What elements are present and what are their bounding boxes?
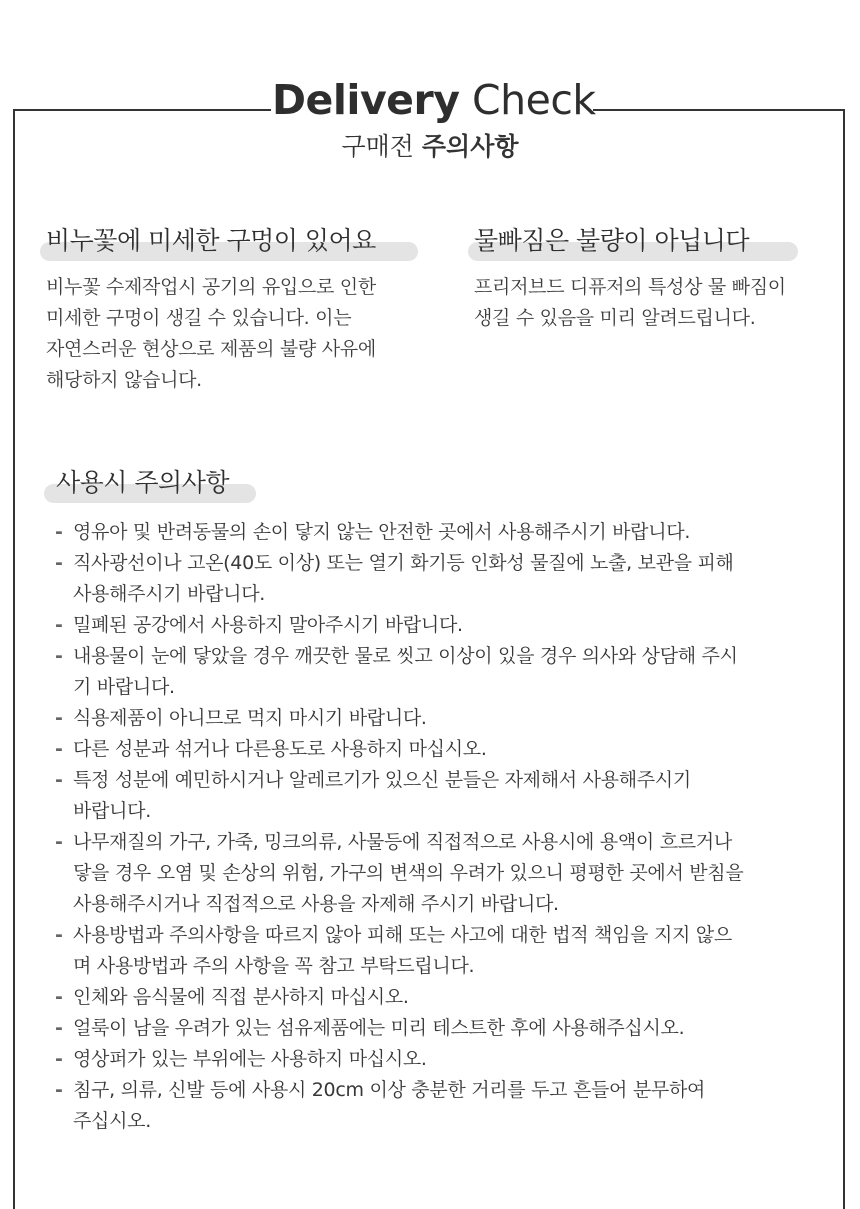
caution-item [55,517,825,548]
notice-holes-line: 비누꽃 수제작업시 공기의 유입으로 인한 [46,276,376,298]
caution-item-line: 닿을 경우 오염 및 손상의 위험, 가구의 변색의 우려가 있으니 평평한 곳에서 받침을 [73,862,744,884]
bullet-dash: - [55,986,63,1008]
notice-water-body [474,272,786,334]
bullet-dash: - [55,645,63,667]
notice-holes-heading: 비누꽃에 미세한 구멍이 있어요 [46,226,376,255]
caution-item [55,1013,825,1044]
notice-holes-line: 해당하지 않습니다. [46,369,202,391]
notice-water-line: 생길 수 있음을 미리 알려드립니다. [474,307,756,329]
frame-top-line-left [13,109,271,111]
caution-item-line: 특정 성분에 예민하시거나 알레르기가 있으신 분들은 자제해서 사용해주시기 [73,769,691,791]
caution-item [55,734,825,765]
bullet-dash: - [55,614,63,636]
caution-item-line: 사용해주시기 바랍니다. [73,583,266,605]
caution-item [55,827,825,920]
caution-item [55,610,825,641]
caution-item [55,548,825,610]
bullet-dash: - [55,1048,63,1070]
caution-item-line: 나무재질의 가구, 가죽, 밍크의류, 사물등에 직접적으로 사용시에 용액이 흐르거나 [73,831,732,853]
bullet-dash: - [55,707,63,729]
bullet-dash: - [55,552,63,574]
caution-item [55,982,825,1013]
bullet-dash: - [55,769,63,791]
caution-item [55,920,825,982]
caution-item-line: 사용방법과 주의사항을 따르지 않아 피해 또는 사고에 대한 법적 책임을 지지 않으 [73,924,732,946]
caution-item [55,641,825,703]
page-subtitle [230,130,630,164]
caution-item [55,703,825,734]
notice-water-heading: 물빠짐은 불량이 아닙니다 [474,226,750,255]
caution-item-line: 영상퍼가 있는 부위에는 사용하지 마십시오. [73,1048,427,1070]
bullet-dash: - [55,521,63,543]
caution-item-line: 침구, 의류, 신발 등에 사용시 20cm 이상 충분한 거리를 두고 흔들어 분무하여 [73,1079,706,1101]
caution-item-line: 내용물이 눈에 닿았을 경우 깨끗한 물로 씻고 이상이 있을 경우 의사와 상담해 주시 [73,645,738,667]
notice-holes-line: 자연스러운 현상으로 제품의 불량 사유에 [46,338,376,360]
caution-item [55,765,825,827]
bullet-dash: - [55,1017,63,1039]
caution-item-line: 기 바랍니다. [73,676,175,698]
caution-item-line: 인체와 음식물에 직접 분사하지 마십시오. [73,986,409,1008]
caution-item [55,1044,825,1075]
page-title-light: Check [471,76,596,124]
caution-item-line: 얼룩이 남을 우려가 있는 섬유제품에는 미리 테스트한 후에 사용해주십시오. [73,1017,685,1039]
page-title [272,74,596,126]
caution-item [55,1075,825,1137]
usage-heading: 사용시 주의사항 [56,468,229,497]
bullet-dash: - [55,738,63,760]
caution-item-line: 주십시오. [73,1110,151,1132]
caution-item-line: 밀폐된 공강에서 사용하지 말아주시기 바랍니다. [73,614,463,636]
caution-item-line: 바랍니다. [73,800,151,822]
bullet-dash: - [55,1079,63,1101]
caution-item-line: 식용제품이 아니므로 먹지 마시기 바랍니다. [73,707,427,729]
caution-item-line: 사용해주시거나 직접적으로 사용을 자제해 주시기 바랍니다. [73,893,559,915]
bullet-dash: - [55,924,63,946]
caution-item-line: 다른 성분과 섞거나 다른용도로 사용하지 마십시오. [73,738,487,760]
caution-item-line: 직사광선이나 고온(40도 이상) 또는 열기 화기등 인화성 물질에 노출, 보관을 피해 [73,552,734,574]
usage-caution-list [55,517,825,1137]
caution-item-line: 며 사용방법과 주의 사항을 꼭 참고 부탁드립니다. [73,955,475,977]
page-subtitle-light: 구매전 [341,132,414,161]
caution-item-line: 영유아 및 반려동물의 손이 닿지 않는 안전한 곳에서 사용해주시기 바랍니다. [73,521,691,543]
page-subtitle-bold: 주의사항 [421,132,519,161]
notice-holes-body [46,272,376,396]
notice-holes-line: 미세한 구멍이 생길 수 있습니다. 이는 [46,307,352,329]
page-title-bold: Delivery [272,76,460,124]
frame-top-line-right [593,109,845,111]
notice-water-line: 프리저브드 디퓨저의 특성상 물 빠짐이 [474,276,786,298]
bullet-dash: - [55,831,63,853]
